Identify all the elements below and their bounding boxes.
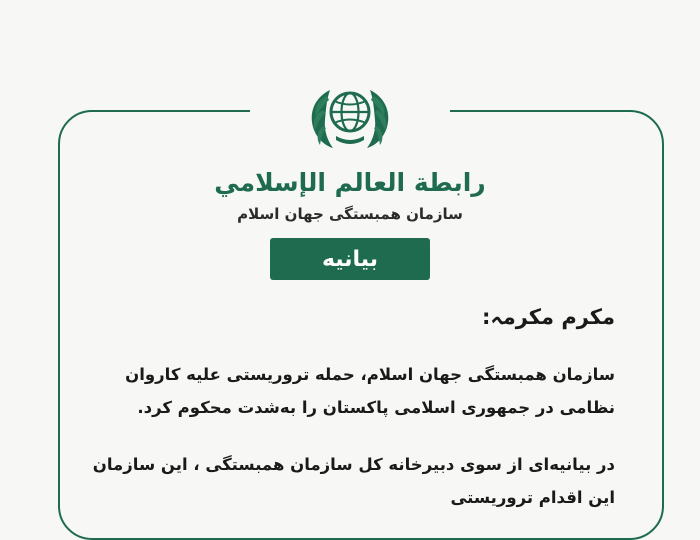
- statement-paragraph-2: در بیانیه‌ای از سوی دبیرخانه کل سازمان همبستگی ، این سازمان این اقدام تروریستی: [92, 455, 615, 507]
- globe-wreath-emblem-icon: [300, 78, 400, 158]
- statement-badge: بیانیه: [270, 238, 430, 280]
- organization-name-persian: سازمان همبستگی جهان اسلام: [237, 205, 463, 223]
- statement-paragraph-1: سازمان همبستگی جهان اسلام، حمله تروریستی علیه کاروان نظامی در جمهوری اسلامی پاکستان را به‌شدت محکوم کرد.: [125, 365, 615, 417]
- salutation-text: مکرم مکرمہ:: [482, 305, 615, 329]
- organization-name-arabic: رابطة العالم الإسلامي: [214, 168, 486, 197]
